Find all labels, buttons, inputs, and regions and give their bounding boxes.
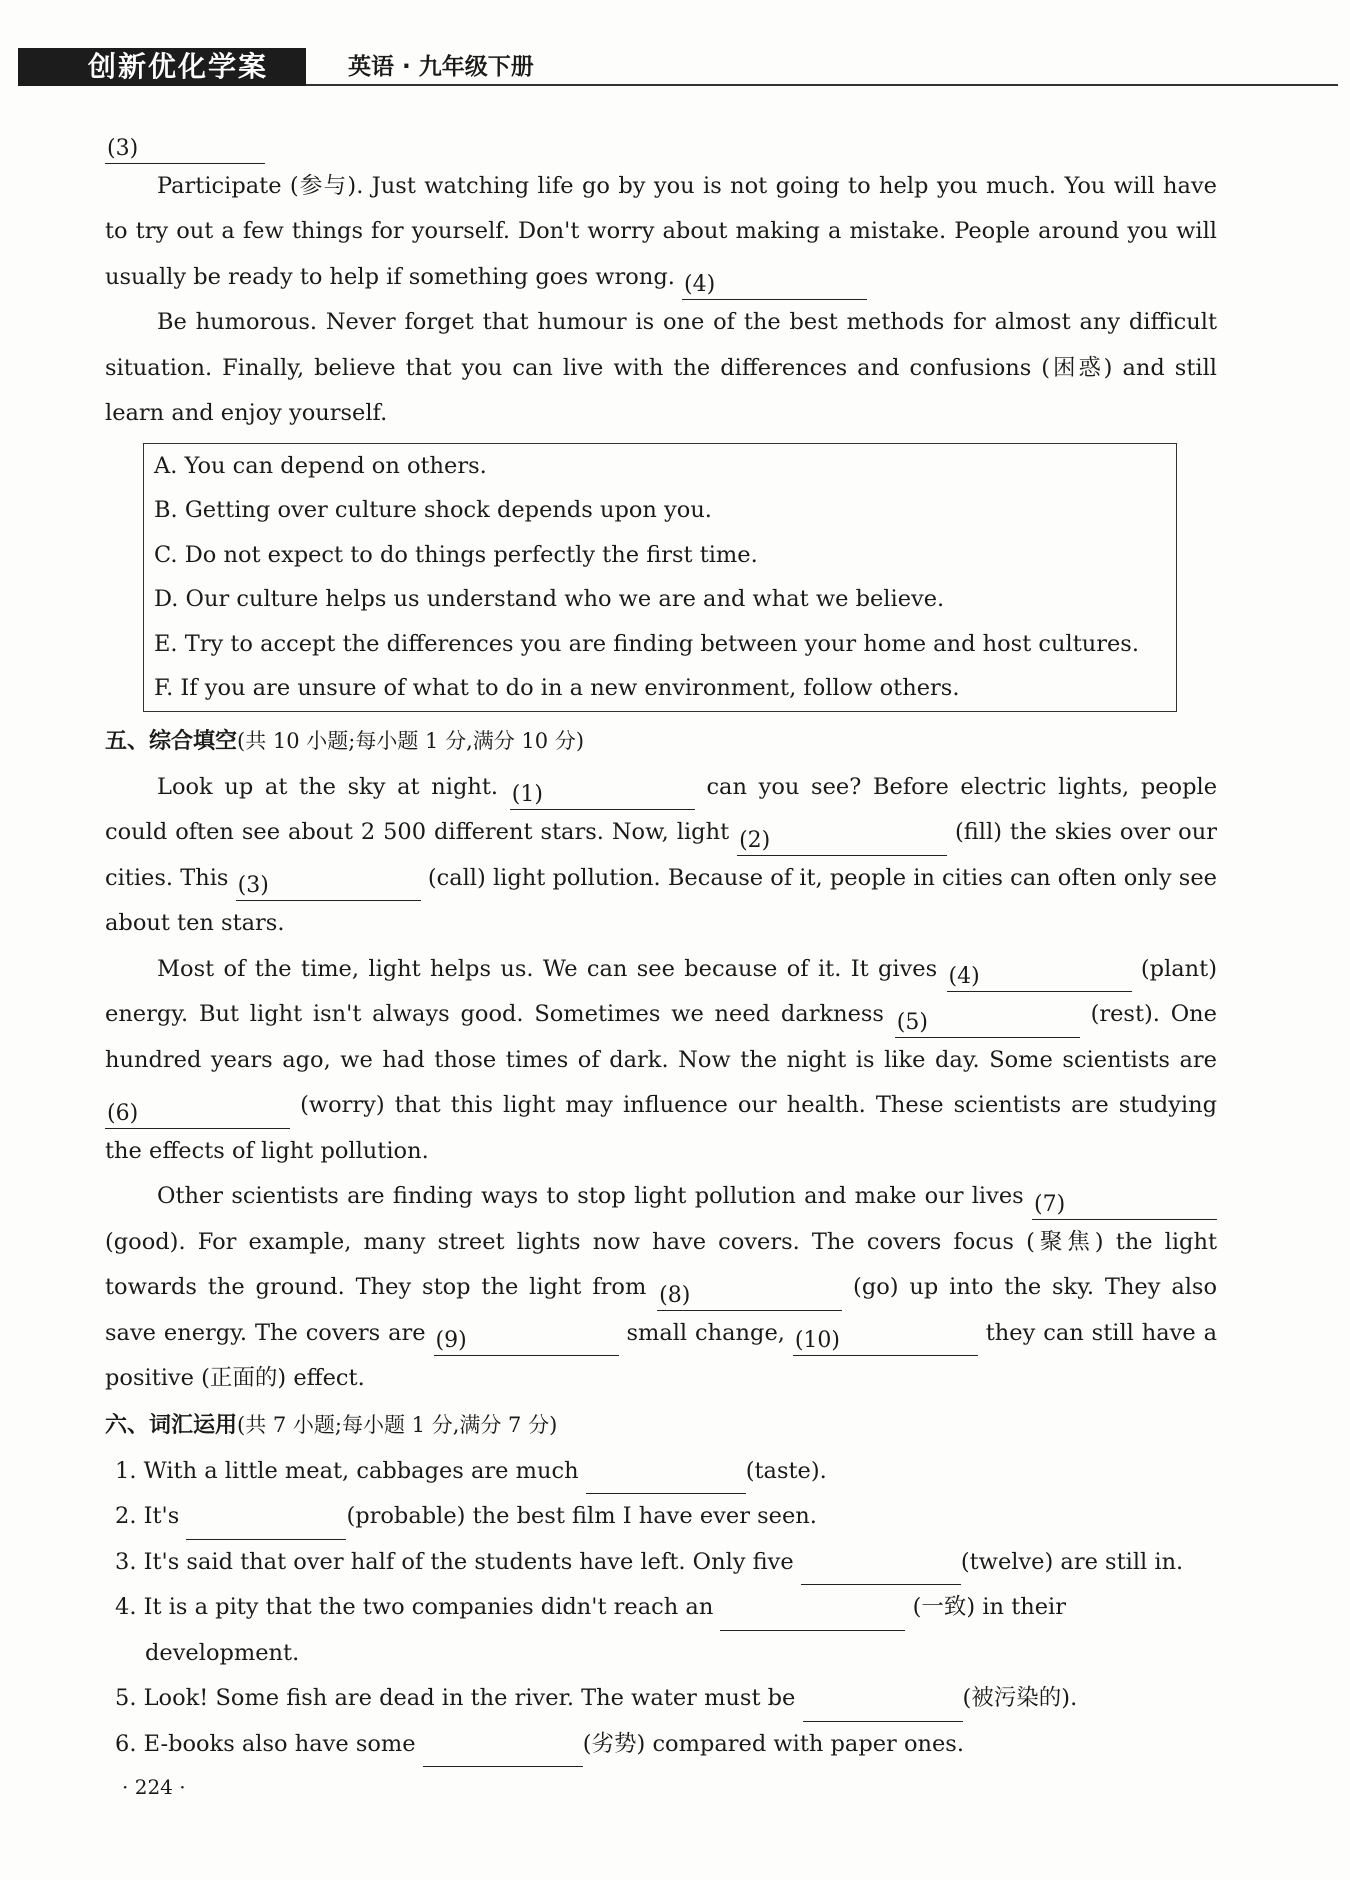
vocab-item-4-continued: development.	[145, 1639, 300, 1666]
page-number: · 224 ·	[122, 1775, 186, 1799]
vocab-item-5: 5. Look! Some fish are dead in the river. The water must be (被污染的).	[105, 1676, 1217, 1722]
cloze-blank-3[interactable]: (3)	[236, 866, 421, 901]
book-title: 英语 · 九年级下册	[348, 54, 534, 80]
vocab-blank-5[interactable]	[803, 1687, 963, 1722]
vocab-blank-3[interactable]	[801, 1550, 961, 1585]
vocab-item-4: 4. It is a pity that the two companies didn't reach an (一致) in their	[105, 1585, 1217, 1631]
paragraph-humorous: Be humorous. Never forget that humour is one of the best methods for almost any difficult situation. Finally, believe that you can live with the differences and confusions (困惑) and still learn and enjoy yourself.	[105, 309, 1217, 426]
option-f: F. If you are unsure of what to do in a new environment, follow others.	[154, 675, 960, 701]
option-c: C. Do not expect to do things perfectly the first time.	[154, 541, 758, 568]
answer-blank-3[interactable]: (3)	[105, 129, 265, 164]
cloze-paragraph-3: Other scientists are finding ways to stop light pollution and make our lives (7) (good). For example, many street lights now have covers. The covers focus (聚焦) the light towards the ground. They stop the light from (8) (go) up into the sky. They also save energy. The covers are (9) small change, (10) they can still have a positive (正面的) effect.	[105, 1183, 1218, 1391]
vocab-item-3: 3. It's said that over half of the students have left. Only five (twelve) are still in.	[105, 1540, 1217, 1586]
options-box	[143, 443, 1177, 712]
option-b: B. Getting over culture shock depends upon you.	[154, 497, 712, 523]
section-5-title: 五、综合填空(共 10 小题;每小题 1 分,满分 10 分)	[105, 728, 585, 754]
option-e: E. Try to accept the differences you are finding between your home and host cultures.	[154, 630, 1140, 657]
answer-blank-4[interactable]: (4)	[682, 265, 867, 300]
vocab-blank-6[interactable]	[423, 1732, 583, 1767]
paragraph-participate: Participate (参与). Just watching life go by you is not going to help you much. You will have to try out a few things for yourself. Don't worry about making a mistake. People around you will usually be ready to help if something goes wrong. (4)	[105, 164, 1217, 301]
cloze-blank-10[interactable]: (10)	[793, 1321, 978, 1356]
vocab-blank-4[interactable]	[720, 1596, 905, 1631]
vocab-blank-1[interactable]	[586, 1459, 746, 1494]
header-rule	[306, 84, 1338, 86]
vocab-item-1: 1. With a little meat, cabbages are much (taste).	[105, 1449, 1217, 1495]
option-a: A. You can depend on others.	[154, 452, 487, 479]
cloze-blank-5[interactable]: (5)	[895, 1003, 1080, 1038]
cloze-blank-6[interactable]: (6)	[105, 1094, 290, 1129]
cloze-paragraph-2: Most of the time, light helps us. We can see because of it. It gives (4) (plant) energy. But light isn't always good. Sometimes we need darkness (5) (rest). One hundred years ago, we had those times of dark. Now the night is like day. Some scientists are (6) (worry) that this light may influence our health. These scientists are studying the effects of light pollution.	[105, 955, 1217, 1164]
cloze-blank-8[interactable]: (8)	[657, 1276, 842, 1311]
vocab-item-6: 6. E-books also have some (劣势) compared with paper ones.	[105, 1722, 1217, 1768]
series-logo: 创新优化学案	[18, 48, 306, 86]
page-content	[105, 118, 1217, 1767]
cloze-blank-9[interactable]: (9)	[434, 1321, 619, 1356]
cloze-blank-4[interactable]: (4)	[947, 957, 1132, 992]
cloze-blank-2[interactable]: (2)	[737, 821, 947, 856]
page-header	[18, 48, 1338, 90]
vocab-item-2: 2. It's (probable) the best film I have ever seen.	[105, 1494, 1217, 1540]
cloze-paragraph-1: Look up at the sky at night. (1) can you see? Before electric lights, people could often see about 2 500 different stars. Now, light (2) (fill) the skies over our cities. This (3) (call) light pollution. Because of it, people in cities can often only see about ten stars.	[105, 773, 1218, 936]
section-6-title: 六、词汇运用(共 7 小题;每小题 1 分,满分 7 分)	[105, 1412, 558, 1438]
cloze-blank-7[interactable]: (7)	[1032, 1185, 1217, 1220]
vocab-blank-2[interactable]	[186, 1505, 346, 1540]
option-d: D. Our culture helps us understand who we are and what we believe.	[154, 586, 945, 612]
cloze-blank-1[interactable]: (1)	[510, 775, 695, 810]
blank-3-line	[105, 118, 1217, 164]
